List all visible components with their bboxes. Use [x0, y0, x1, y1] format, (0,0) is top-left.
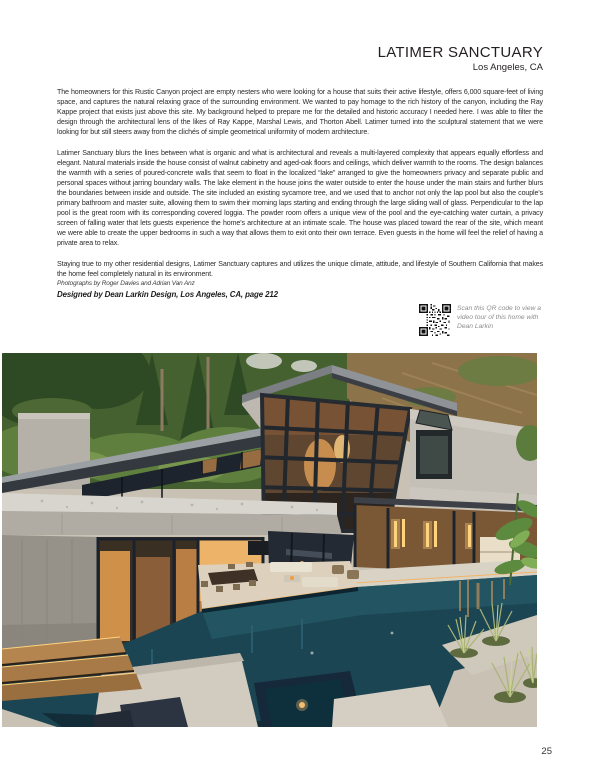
qr-caption: Scan this QR code to view a video tour of this home with Dean Larkin: [457, 304, 542, 330]
article-paragraph-2: Latimer Sanctuary blurs the lines between what is organic and what is architectural and reveals a multi-layered complexity that appears equally effortless and elegant. Natural materials inside the house consist of walnut cabinetry and aged-oak floors and ceilings, which deliver warmth to the rooms. The design balances the warmth with a series of poured-concrete walls that seem to float in the localized “lake” arranged to give the homeowners privacy and separate public and personal spaces without jarring boundary walls. The lake element in the house joins the water outside to enter the house under the main stairs and further blurs the boundaries between inside and outside. The site included an existing sycamore tree, and we used that to anchor not only the lap pool but also the couple's primary bathroom and master suite, allowing them to swim their morning laps starting and ending through the large sliding wall of glass. Perpendicular to the lap pool is the great room with its corresponding covered loggia. The powder room offers a unique view of the pool and the eye-catching water curtain, a privacy screen of falling water that lets guests experience the home's architecture at an intimate scale. The house was placed toward the rear of the site, which meant we were able to create the upper bedrooms in such a way that allows them to exit onto their own terrace. Even guests in the home will feel the relief of having a private area to relax.: [57, 149, 543, 247]
qr-code-icon: [419, 304, 451, 336]
article-paragraph-1: The homeowners for this Rustic Canyon project are empty nesters who were looking for a house that suits their active lifestyle, offers 6,000 square-feet of living space, and captures the natural relaxing grace of the surrounding environment. We wanted to pay homage to the rich history of the canyon, including the Ray Kappe project that exists just above this site. My background helped to prepare me for the detailed and historic accuracy I needed here. I was able to filter the design through the architectural lens of the likes of Ray Kappe, Marshal Lewis, and Thorton Abell. Latimer turned into the sculptural statement that we were looking for but still steers away from the clichés of simple geometrical uniformity of modern architecture.: [57, 88, 543, 136]
sofa: [270, 562, 312, 572]
qr-block: [419, 304, 543, 336]
sofa: [302, 577, 338, 587]
masthead: [57, 44, 543, 73]
page-title: LATIMER SANCTUARY: [377, 44, 543, 61]
house-photo: [2, 353, 537, 727]
house-photo-illustration: [2, 353, 537, 727]
designer-credit: Designed by Dean Larkin Design, Los Angeles, CA, page 212: [57, 289, 278, 299]
article-body: [57, 87, 543, 336]
page-number: 25: [541, 746, 552, 757]
article-paragraph-3: Staying true to my other residential designs, Latimer Sanctuary captures and utilizes the unique climate, attitude, and lifestyle of Southern California that makes the home feel completely natural in its environment.: [57, 260, 543, 278]
photo-credits: Photographs by Roger Davies and Adrian Van Anz: [57, 280, 195, 287]
page-subtitle: Los Angeles, CA: [472, 62, 543, 73]
